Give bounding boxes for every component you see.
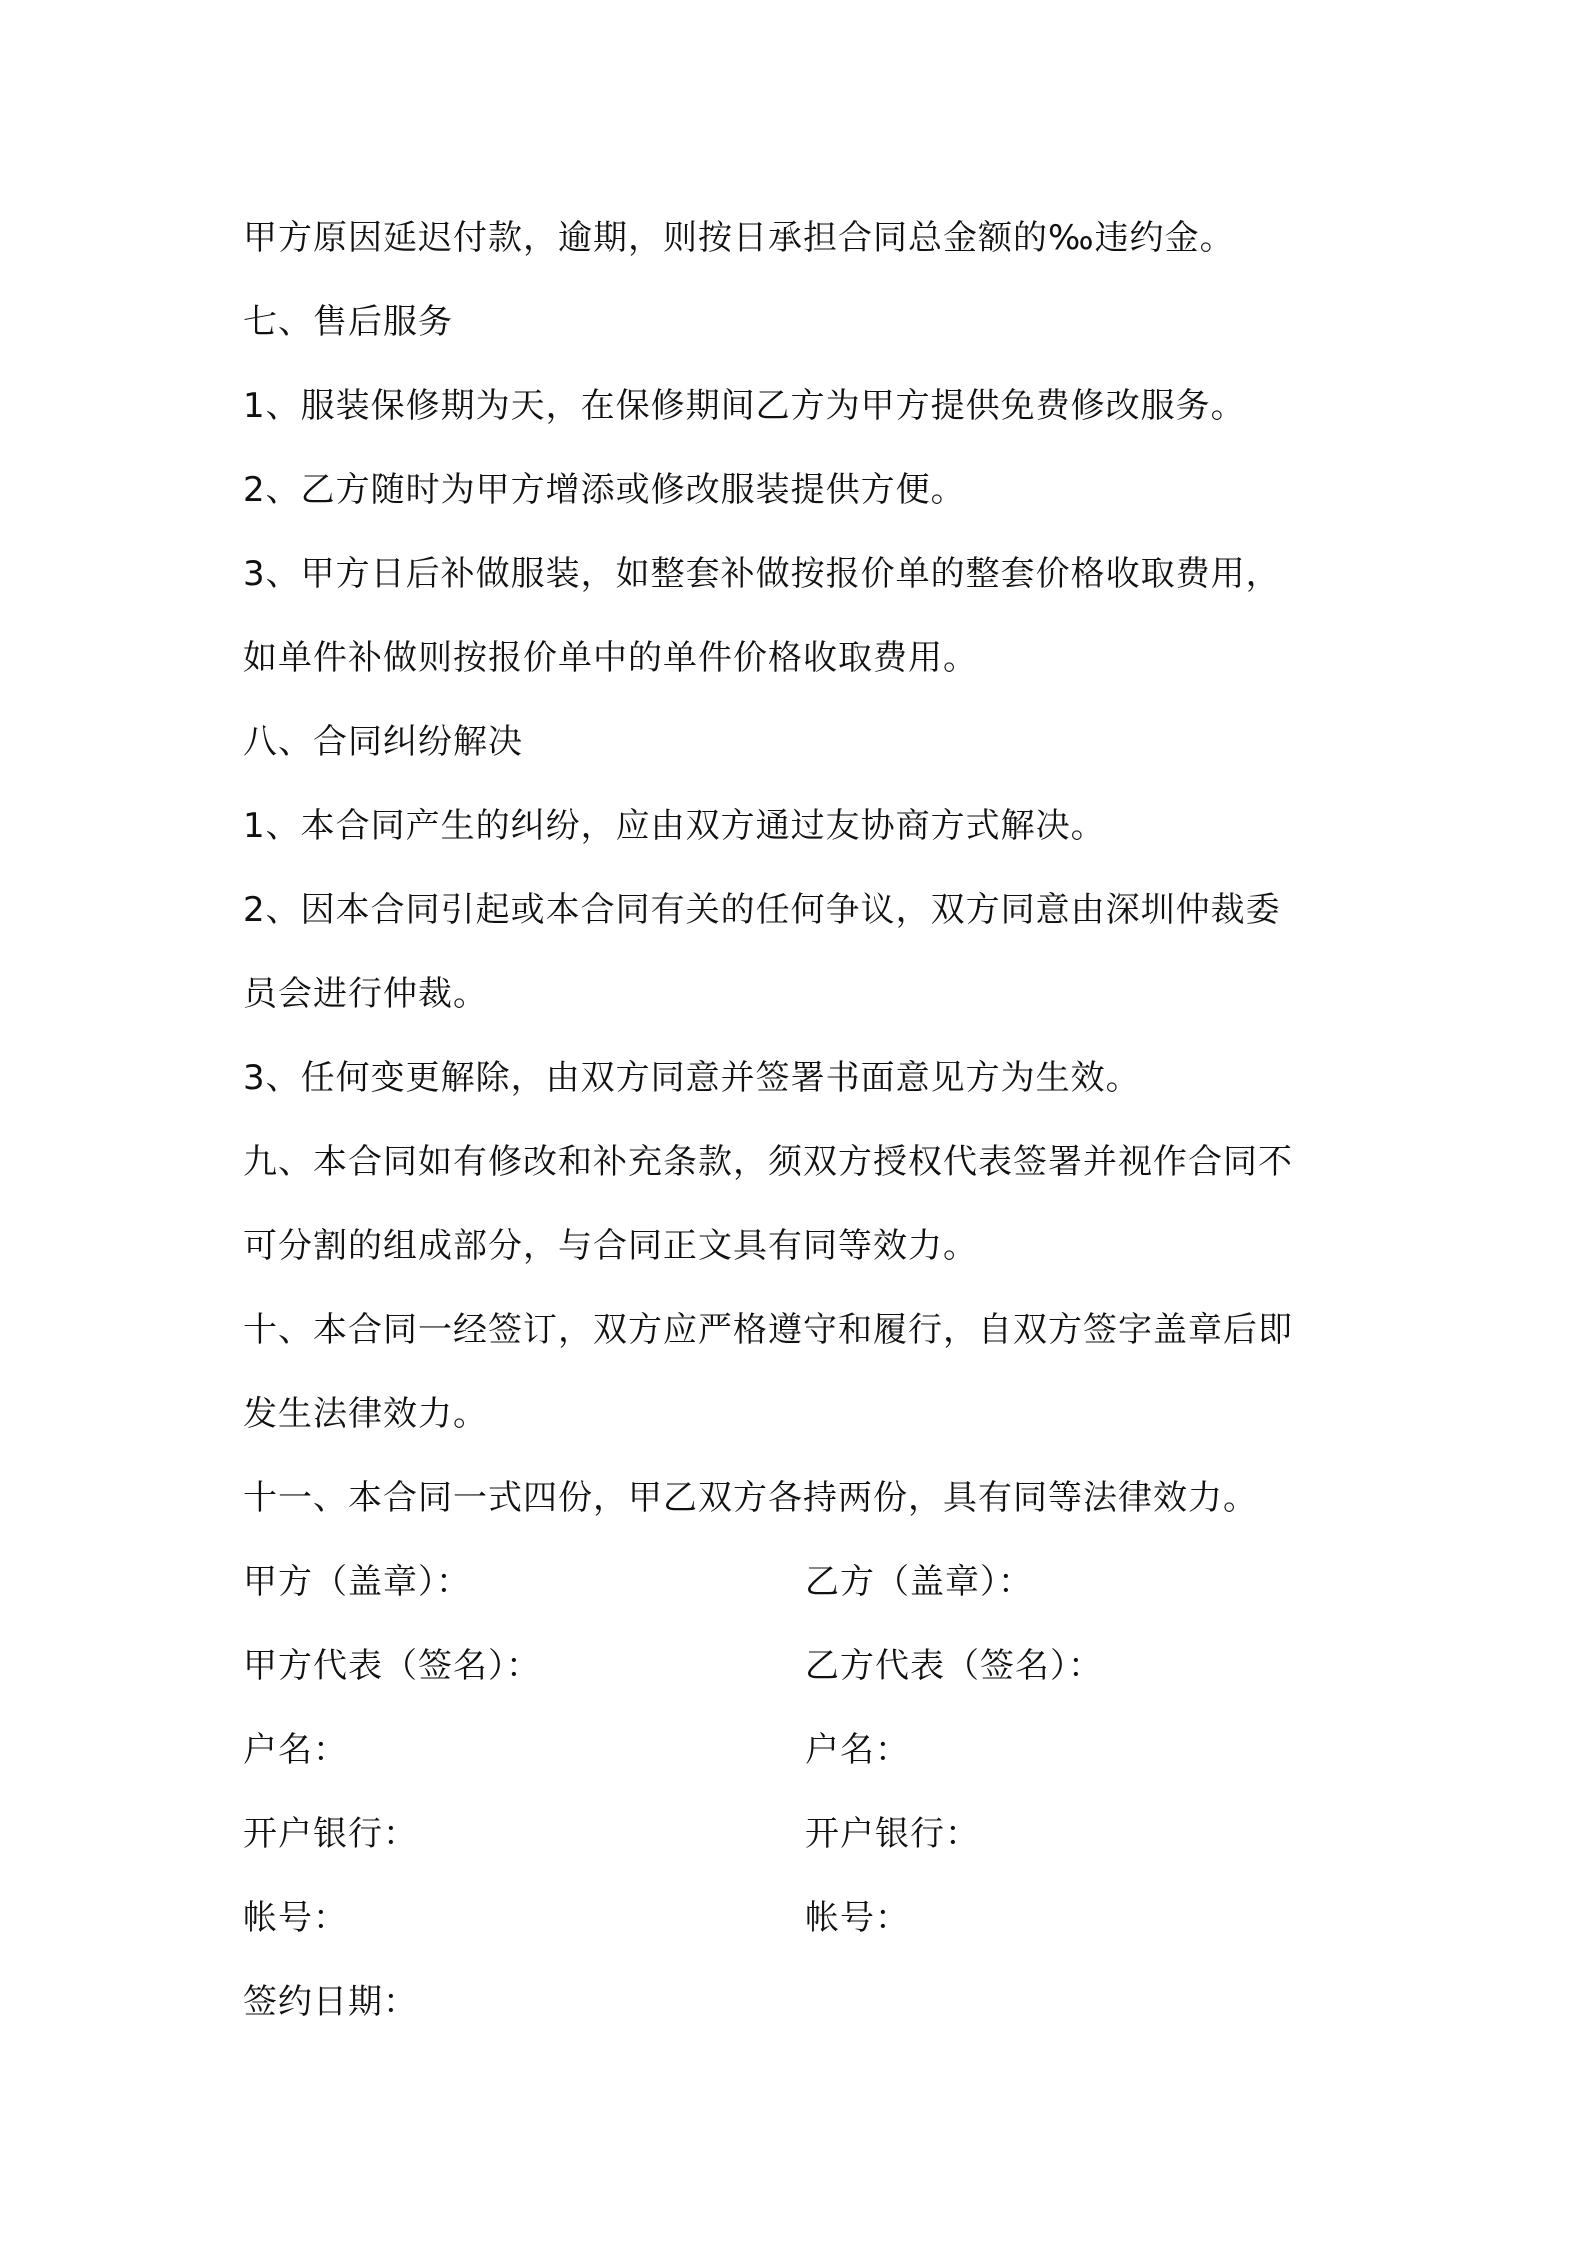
paragraph-late-payment: 甲方原因延迟付款，逾期，则按日承担合同总金额的‰违约金。 [243,218,1235,258]
clause-reorder-cont: 如单件补做则按报价单中的单件价格收取费用。 [243,638,978,678]
party-a-rep-label: 甲方代表（签名）： [243,1646,541,1686]
section-eleven: 十一、本合同一式四份，甲乙双方各持两份，具有同等法律效力。 [243,1478,1258,1518]
sign-date-label: 签约日期： [243,1982,418,2022]
sign-date-spacer [805,1960,1373,2044]
clause-arbitration-cont: 员会进行仲裁。 [243,974,488,1014]
party-a-account-name-label: 户名： [243,1730,348,1770]
signature-row-account-number [243,1876,1373,1960]
party-b-account-name-label: 户名： [805,1730,910,1770]
clause-additions: 2、乙方随时为甲方增添或修改服装提供方便。 [243,470,966,510]
contract-body [243,196,1373,2044]
section-heading-after-sales: 七、售后服务 [243,302,453,342]
clause-changes: 3、任何变更解除，由双方同意并签署书面意见方为生效。 [243,1058,1141,1098]
section-heading-disputes: 八、合同纠纷解决 [243,722,523,762]
signature-row-date [243,1960,1373,2044]
signature-row-bank [243,1792,1373,1876]
clause-reorder: 3、甲方日后补做服装，如整套补做按报价单的整套价格收取费用， [243,554,1281,594]
section-nine: 九、本合同如有修改和补充条款，须双方授权代表签署并视作合同不 [243,1142,1293,1182]
clause-negotiation: 1、本合同产生的纠纷，应由双方通过友协商方式解决。 [243,806,1106,846]
clause-arbitration: 2、因本合同引起或本合同有关的任何争议，双方同意由深圳仲裁委 [243,890,1281,930]
party-b-bank-label: 开户银行： [805,1814,980,1854]
signature-row-seal [243,1540,1373,1624]
party-b-seal-label: 乙方（盖章）： [805,1562,1033,1602]
section-nine-cont: 可分割的组成部分，与合同正文具有同等效力。 [243,1226,978,1266]
party-b-rep-label: 乙方代表（签名）： [805,1646,1103,1686]
signature-row-representative [243,1624,1373,1708]
clause-warranty: 1、服装保修期为天，在保修期间乙方为甲方提供免费修改服务。 [243,386,1246,426]
party-b-account-number-label: 帐号： [805,1898,910,1938]
party-a-account-number-label: 帐号： [243,1898,348,1938]
section-ten-cont: 发生法律效力。 [243,1394,488,1434]
party-a-seal-label: 甲方（盖章）： [243,1562,471,1602]
signature-row-account-name [243,1708,1373,1792]
section-ten: 十、本合同一经签订，双方应严格遵守和履行，自双方签字盖章后即 [243,1310,1293,1350]
party-a-bank-label: 开户银行： [243,1814,418,1854]
